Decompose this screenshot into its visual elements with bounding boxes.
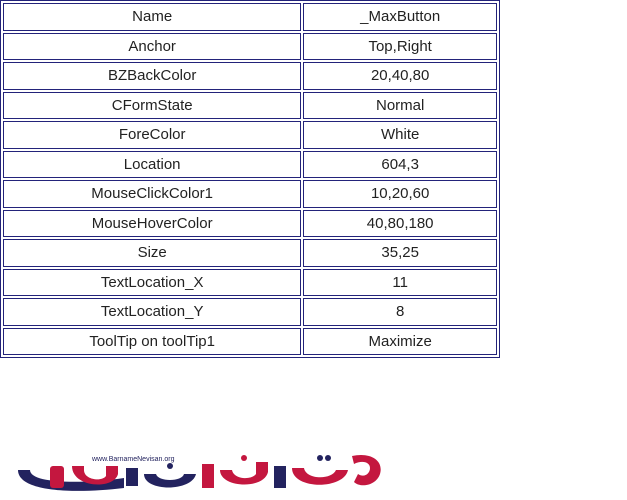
logo-graphic: [14, 448, 386, 498]
property-name-cell: ToolTip on toolTip1: [3, 328, 301, 356]
property-name-cell: Anchor: [3, 33, 301, 61]
property-value-cell: Normal: [303, 92, 497, 120]
table-row: [3, 328, 497, 356]
table-row: [3, 180, 497, 208]
table-row: [3, 151, 497, 179]
property-value-cell: 35,25: [303, 239, 497, 267]
logo-lettering: [18, 455, 381, 491]
property-value-cell: 10,20,60: [303, 180, 497, 208]
site-logo: [14, 448, 386, 498]
property-name-cell: Size: [3, 239, 301, 267]
property-value-cell: _MaxButton: [303, 3, 497, 31]
property-name-cell: TextLocation_Y: [3, 298, 301, 326]
property-value-cell: 40,80,180: [303, 210, 497, 238]
table-row: [3, 3, 497, 31]
property-name-cell: MouseClickColor1: [3, 180, 301, 208]
property-name-cell: ForeColor: [3, 121, 301, 149]
table-row: [3, 298, 497, 326]
property-value-cell: Top,Right: [303, 33, 497, 61]
property-name-cell: BZBackColor: [3, 62, 301, 90]
table-row: [3, 210, 497, 238]
property-name-cell: Location: [3, 151, 301, 179]
property-value-cell: 20,40,80: [303, 62, 497, 90]
table-row: [3, 62, 497, 90]
property-name-cell: Name: [3, 3, 301, 31]
property-name-cell: TextLocation_X: [3, 269, 301, 297]
table-row: [3, 121, 497, 149]
property-value-cell: 604,3: [303, 151, 497, 179]
table-row: [3, 239, 497, 267]
logo-url-text: www.BarnameNevisan.org: [92, 456, 175, 463]
property-value-cell: 8: [303, 298, 497, 326]
property-value-cell: Maximize: [303, 328, 497, 356]
property-value-cell: White: [303, 121, 497, 149]
table-row: [3, 33, 497, 61]
table-row: [3, 92, 497, 120]
property-value-cell: 11: [303, 269, 497, 297]
property-name-cell: MouseHoverColor: [3, 210, 301, 238]
table-row: [3, 269, 497, 297]
property-name-cell: CFormState: [3, 92, 301, 120]
